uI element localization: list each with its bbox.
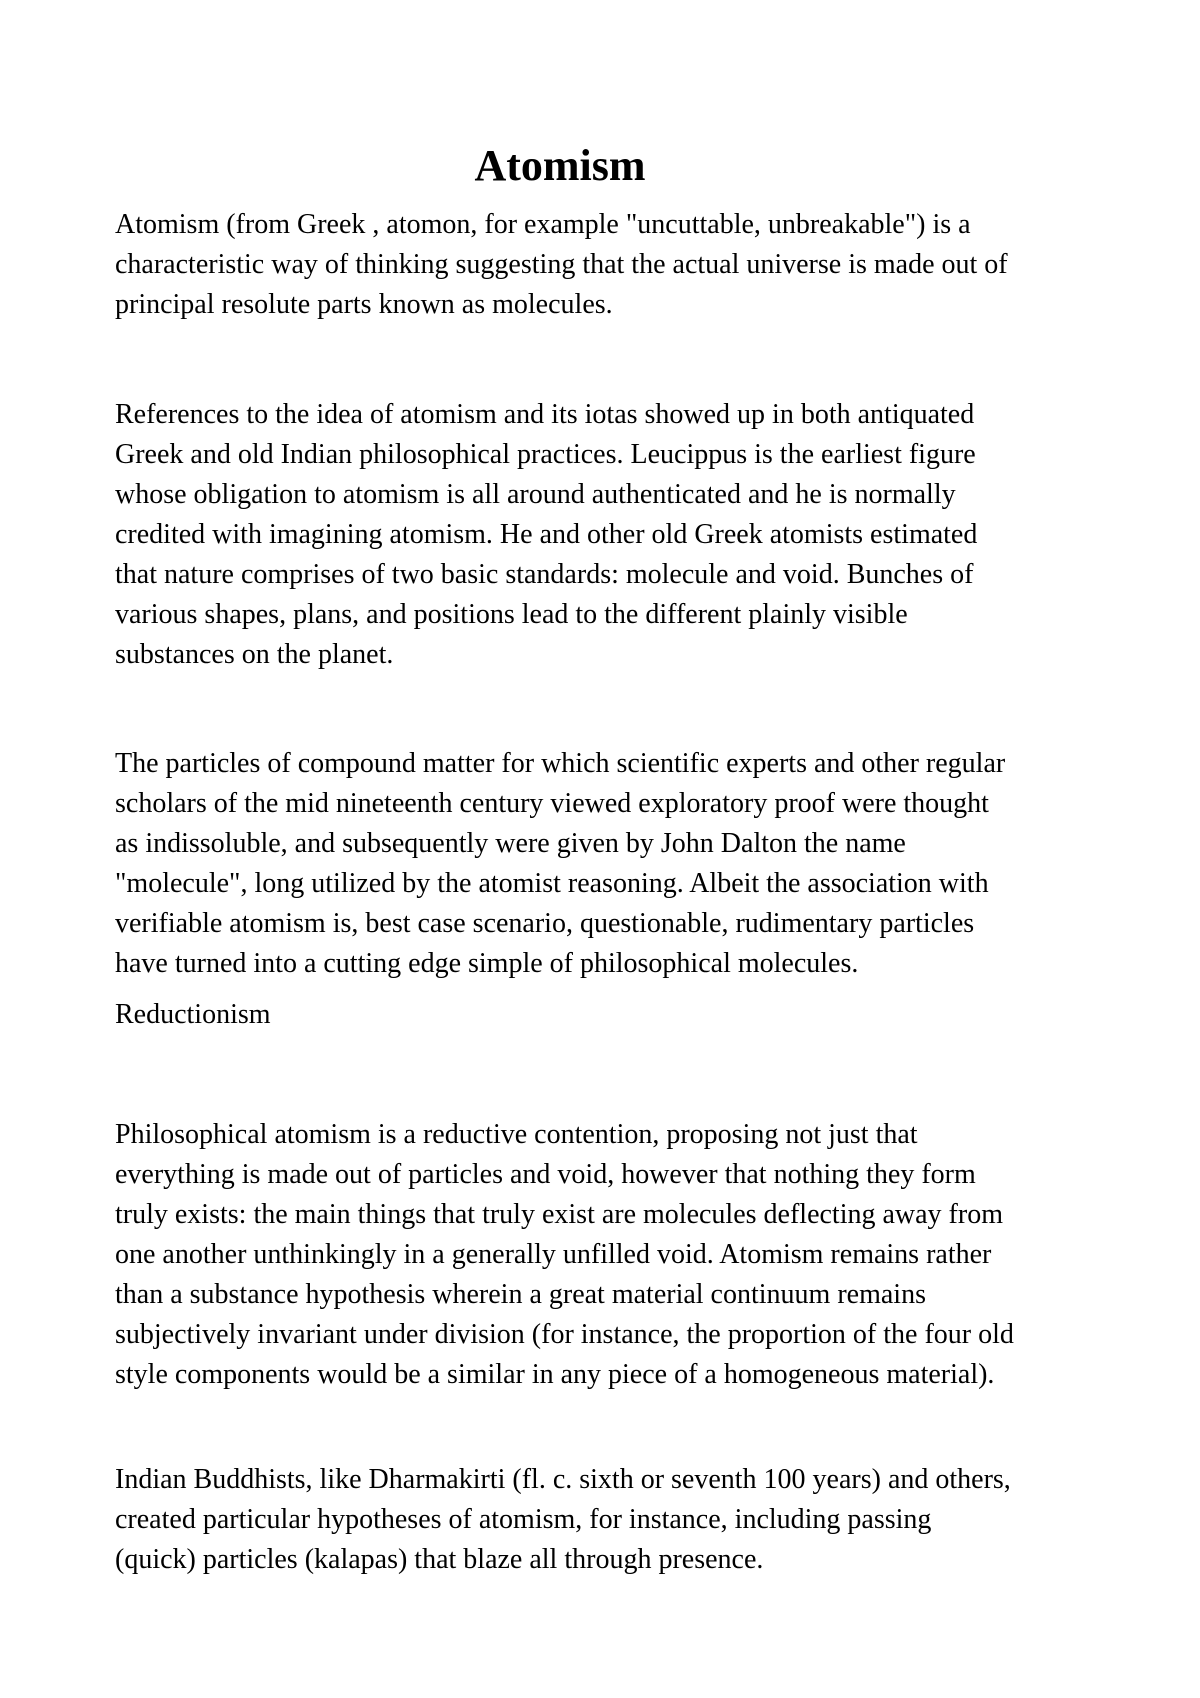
text-line: Atomism (from Greek , atomon, for example "uncuttable, unbreakable") is a: [115, 209, 971, 240]
text-line: characteristic way of thinking suggesting that the actual universe is made out of: [115, 249, 1008, 280]
text-line: scholars of the mid nineteenth century viewed exploratory proof were thought: [115, 788, 989, 819]
text-line: style components would be a similar in any piece of a homogeneous material).: [115, 1359, 995, 1390]
text-line: principal resolute parts known as molecules.: [115, 289, 613, 320]
text-line: as indissoluble, and subsequently were given by John Dalton the name: [115, 828, 906, 859]
paragraph-philosophical-atomism: [115, 1115, 1115, 1395]
text-line: subjectively invariant under division (for instance, the proportion of the four old: [115, 1319, 1014, 1350]
section-heading-reductionism: [115, 995, 1115, 1035]
text-line: have turned into a cutting edge simple of philosophical molecules.: [115, 948, 859, 979]
text-line: verifiable atomism is, best case scenario, questionable, rudimentary particles: [115, 908, 975, 939]
text-line: whose obligation to atomism is all around authenticated and he is normally: [115, 479, 956, 510]
paragraph-intro: [115, 205, 1115, 325]
text-line: The particles of compound matter for which scientific experts and other regular: [115, 748, 1006, 779]
text-line: created particular hypotheses of atomism, for instance, including passing: [115, 1504, 932, 1535]
text-line: Reductionism: [115, 999, 271, 1030]
text-line: Indian Buddhists, like Dharmakirti (fl. c. sixth or seventh 100 years) and others,: [115, 1464, 1011, 1495]
text-line: one another unthinkingly in a generally unfilled void. Atomism remains rather: [115, 1239, 992, 1270]
text-line: "molecule", long utilized by the atomist reasoning. Albeit the association with: [115, 868, 989, 899]
text-line: than a substance hypothesis wherein a great material continuum remains: [115, 1279, 926, 1310]
text-line: credited with imagining atomism. He and other old Greek atomists estimated: [115, 519, 978, 550]
text-line: Philosophical atomism is a reductive contention, proposing not just that: [115, 1119, 918, 1150]
text-line: (quick) particles (kalapas) that blaze all through presence.: [115, 1544, 764, 1575]
text-line: References to the idea of atomism and its iotas showed up in both antiquated: [115, 399, 975, 430]
text-line: various shapes, plans, and positions lead to the different plainly visible: [115, 599, 908, 630]
text-line: everything is made out of particles and void, however that nothing they form: [115, 1159, 976, 1190]
text-line: truly exists: the main things that truly exist are molecules deflecting away from: [115, 1199, 1003, 1230]
paragraph-references: [115, 395, 1115, 675]
text-line: that nature comprises of two basic standards: molecule and void. Bunches of: [115, 559, 974, 590]
page-title: Atomism: [474, 141, 646, 190]
text-line: Greek and old Indian philosophical practices. Leucippus is the earliest figure: [115, 439, 976, 470]
paragraph-indian-buddhists: [115, 1460, 1115, 1580]
text-line: substances on the planet.: [115, 639, 394, 670]
paragraph-particles: [115, 744, 1115, 984]
